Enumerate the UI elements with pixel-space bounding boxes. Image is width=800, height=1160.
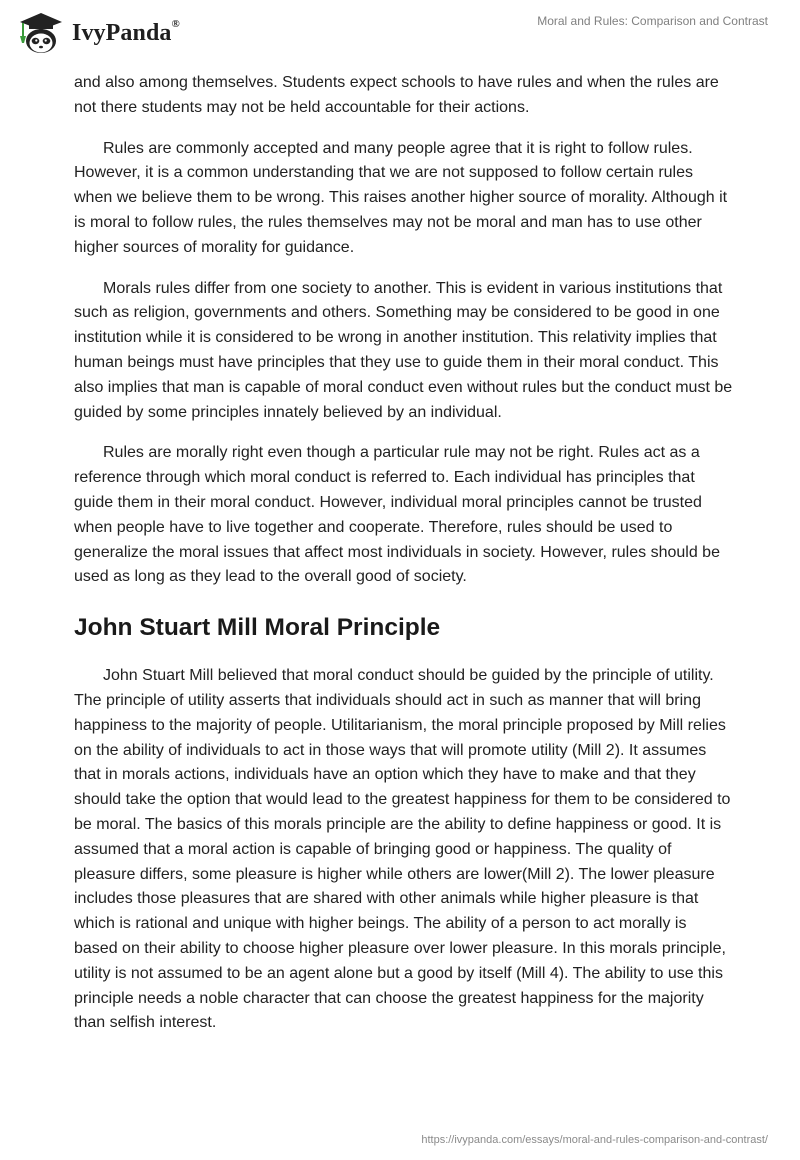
document-title: Moral and Rules: Comparison and Contrast	[537, 14, 768, 28]
source-url[interactable]: https://ivypanda.com/essays/moral-and-rules-comparison-and-contrast/	[421, 1134, 768, 1146]
essay-body	[74, 71, 734, 1052]
logo-wordmark: IvyPanda®	[72, 17, 180, 46]
paragraph: Morals rules differ from one society to another. This is evident in various institutions that such as religion, governments and others. Something may be considered to be good in one institution while it is considered to be wrong in another institution. This relativity implies that human beings must have principles that they use to guide them in their moral conduct. This also implies that man is capable of moral conduct even without rules but the conduct must be guided by some principles innately believed by an individual.	[74, 279, 733, 421]
paragraph: John Stuart Mill believed that moral conduct should be guided by the principle of utility. The principle of utility asserts that individuals should act in such as manner that will bring happiness to the majority of people. Utilitarianism, the moral principle proposed by Mill relies on the ability of individuals to act in those ways that will promote utility (Mill 2). It assumes that in morals actions, individuals have an option which they have to make and that they should take the option that would lead to the greatest happiness for them to be considered to be moral. The basics of this morals principle are the ability to define happiness or good. It is assumed that a moral action is capable of bringing good or happiness. The quality of pleasure differs, some pleasure is higher while others are lower(Mill 2). The lower pleasure includes those pleasures that are shared with other animals while higher pleasure is that which is rational and unique with higher beings. The ability of a person to act morally is based on their ability to choose higher pleasure over lower pleasure. In this morals principle, utility is not assumed to be an agent alone but a good by itself (Mill 4). The ability to use this principle needs a noble character that can choose the greatest happiness for the majority than selfish interest.	[74, 667, 731, 1032]
section-heading: John Stuart Mill Moral Principle	[74, 614, 441, 642]
paragraph: Rules are morally right even though a particular rule may not be right. Rules act as a reference through which moral conduct is referred to. Each individual has principles that guide them in their moral conduct. However, individual moral principles cannot be trusted when people have to live together and cooperate. Therefore, rules should be used to generalize the moral issues that affect most individuals in society. However, rules should be used as long as they lead to the overall good of society.	[74, 444, 720, 586]
paragraph-continued: and also among themselves. Students expect schools to have rules and when the rules are not there students may not be held accountable for their actions.	[74, 74, 719, 116]
paragraph: Rules are commonly accepted and many people agree that it is right to follow rules. However, it is a common understanding that we are not supposed to follow certain rules when we believe them to be wrong. This raises another higher source of morality. Although it is moral to follow rules, the rules themselves may not be moral and man has to use other higher sources of morality for guidance.	[74, 139, 728, 256]
ivypanda-logo[interactable]	[14, 8, 180, 56]
page-header	[0, 0, 800, 66]
panda-graduate-icon	[14, 8, 66, 56]
